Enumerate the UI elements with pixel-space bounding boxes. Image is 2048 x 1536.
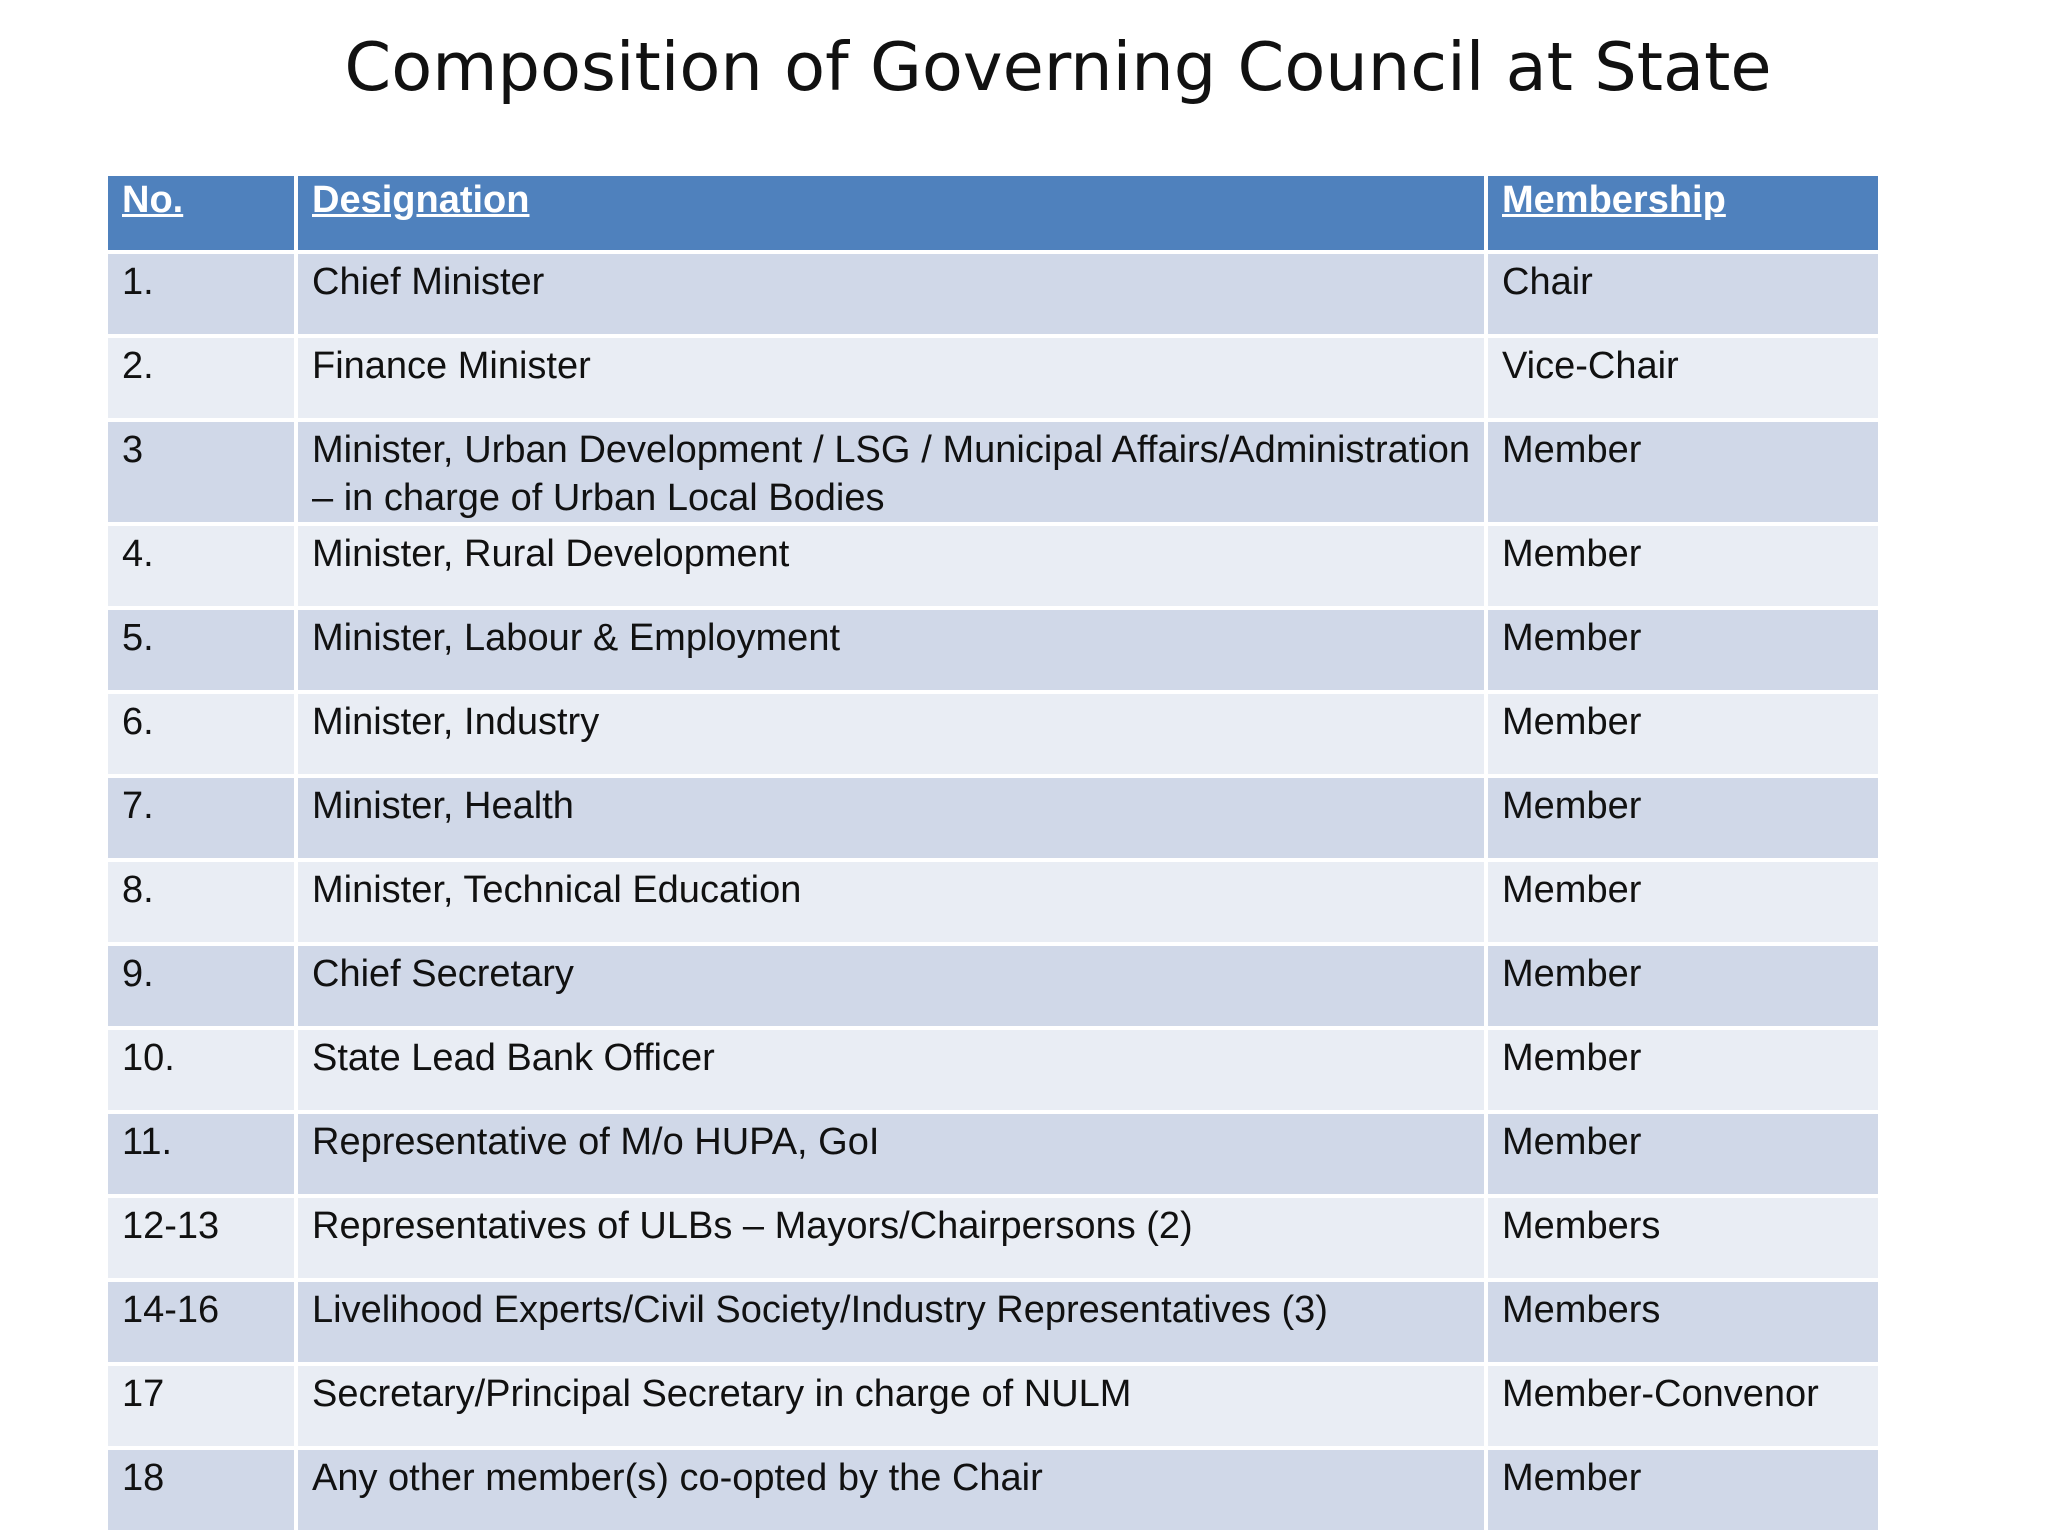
table-header-row [106,174,1880,252]
table-row [106,776,1880,860]
table-row [106,1112,1880,1196]
slide-title: Composition of Governing Council at State [344,28,1772,106]
table-row [106,420,1880,524]
row-membership: Member [1486,1448,1880,1532]
row-no: 10. [106,1028,296,1112]
row-no: 5. [106,608,296,692]
row-no: 12-13 [106,1196,296,1280]
row-no: 18 [106,1448,296,1532]
row-designation: Chief Minister [296,252,1486,336]
row-no: 8. [106,860,296,944]
row-membership: Member [1486,1028,1880,1112]
row-designation: Minister, Health [296,776,1486,860]
row-membership: Member [1486,524,1880,608]
row-designation: Minister, Industry [296,692,1486,776]
row-designation: Finance Minister [296,336,1486,420]
row-membership: Member [1486,692,1880,776]
table-row [106,608,1880,692]
header-no: No. [106,174,296,252]
table-row [106,1196,1880,1280]
row-designation: Minister, Urban Development / LSG / Municipal Affairs/Administration – in charge of Urban Local Bodies [296,420,1486,524]
row-membership: Member [1486,860,1880,944]
row-no: 17 [106,1364,296,1448]
table-row [106,1448,1880,1532]
table-row [106,336,1880,420]
row-membership: Member [1486,1112,1880,1196]
table-row [106,692,1880,776]
row-designation: Representatives of ULBs – Mayors/Chairpersons (2) [296,1196,1486,1280]
row-designation: Representative of M/o HUPA, GoI [296,1112,1486,1196]
row-designation: State Lead Bank Officer [296,1028,1486,1112]
table-row [106,1364,1880,1448]
row-designation: Any other member(s) co-opted by the Chair [296,1448,1486,1532]
row-membership: Member-Convenor [1486,1364,1880,1448]
row-designation: Minister, Technical Education [296,860,1486,944]
row-designation: Livelihood Experts/Civil Society/Industry Representatives (3) [296,1280,1486,1364]
row-membership: Members [1486,1196,1880,1280]
row-membership: Member [1486,944,1880,1028]
row-no: 11. [106,1112,296,1196]
council-table [104,172,1882,1534]
row-no: 7. [106,776,296,860]
header-designation: Designation [296,174,1486,252]
table-row [106,252,1880,336]
row-no: 1. [106,252,296,336]
row-no: 6. [106,692,296,776]
table-row [106,524,1880,608]
row-designation: Chief Secretary [296,944,1486,1028]
row-designation: Secretary/Principal Secretary in charge of NULM [296,1364,1486,1448]
row-membership: Vice-Chair [1486,336,1880,420]
row-no: 2. [106,336,296,420]
row-membership: Member [1486,608,1880,692]
row-no: 4. [106,524,296,608]
table-row [106,1028,1880,1112]
row-membership: Member [1486,420,1880,524]
row-no: 14-16 [106,1280,296,1364]
row-membership: Member [1486,776,1880,860]
row-no: 3 [106,420,296,524]
row-no: 9. [106,944,296,1028]
table-row [106,1280,1880,1364]
row-membership: Chair [1486,252,1880,336]
row-designation: Minister, Rural Development [296,524,1486,608]
row-membership: Members [1486,1280,1880,1364]
header-membership: Membership [1486,174,1880,252]
table-row [106,860,1880,944]
row-designation: Minister, Labour & Employment [296,608,1486,692]
table-row [106,944,1880,1028]
